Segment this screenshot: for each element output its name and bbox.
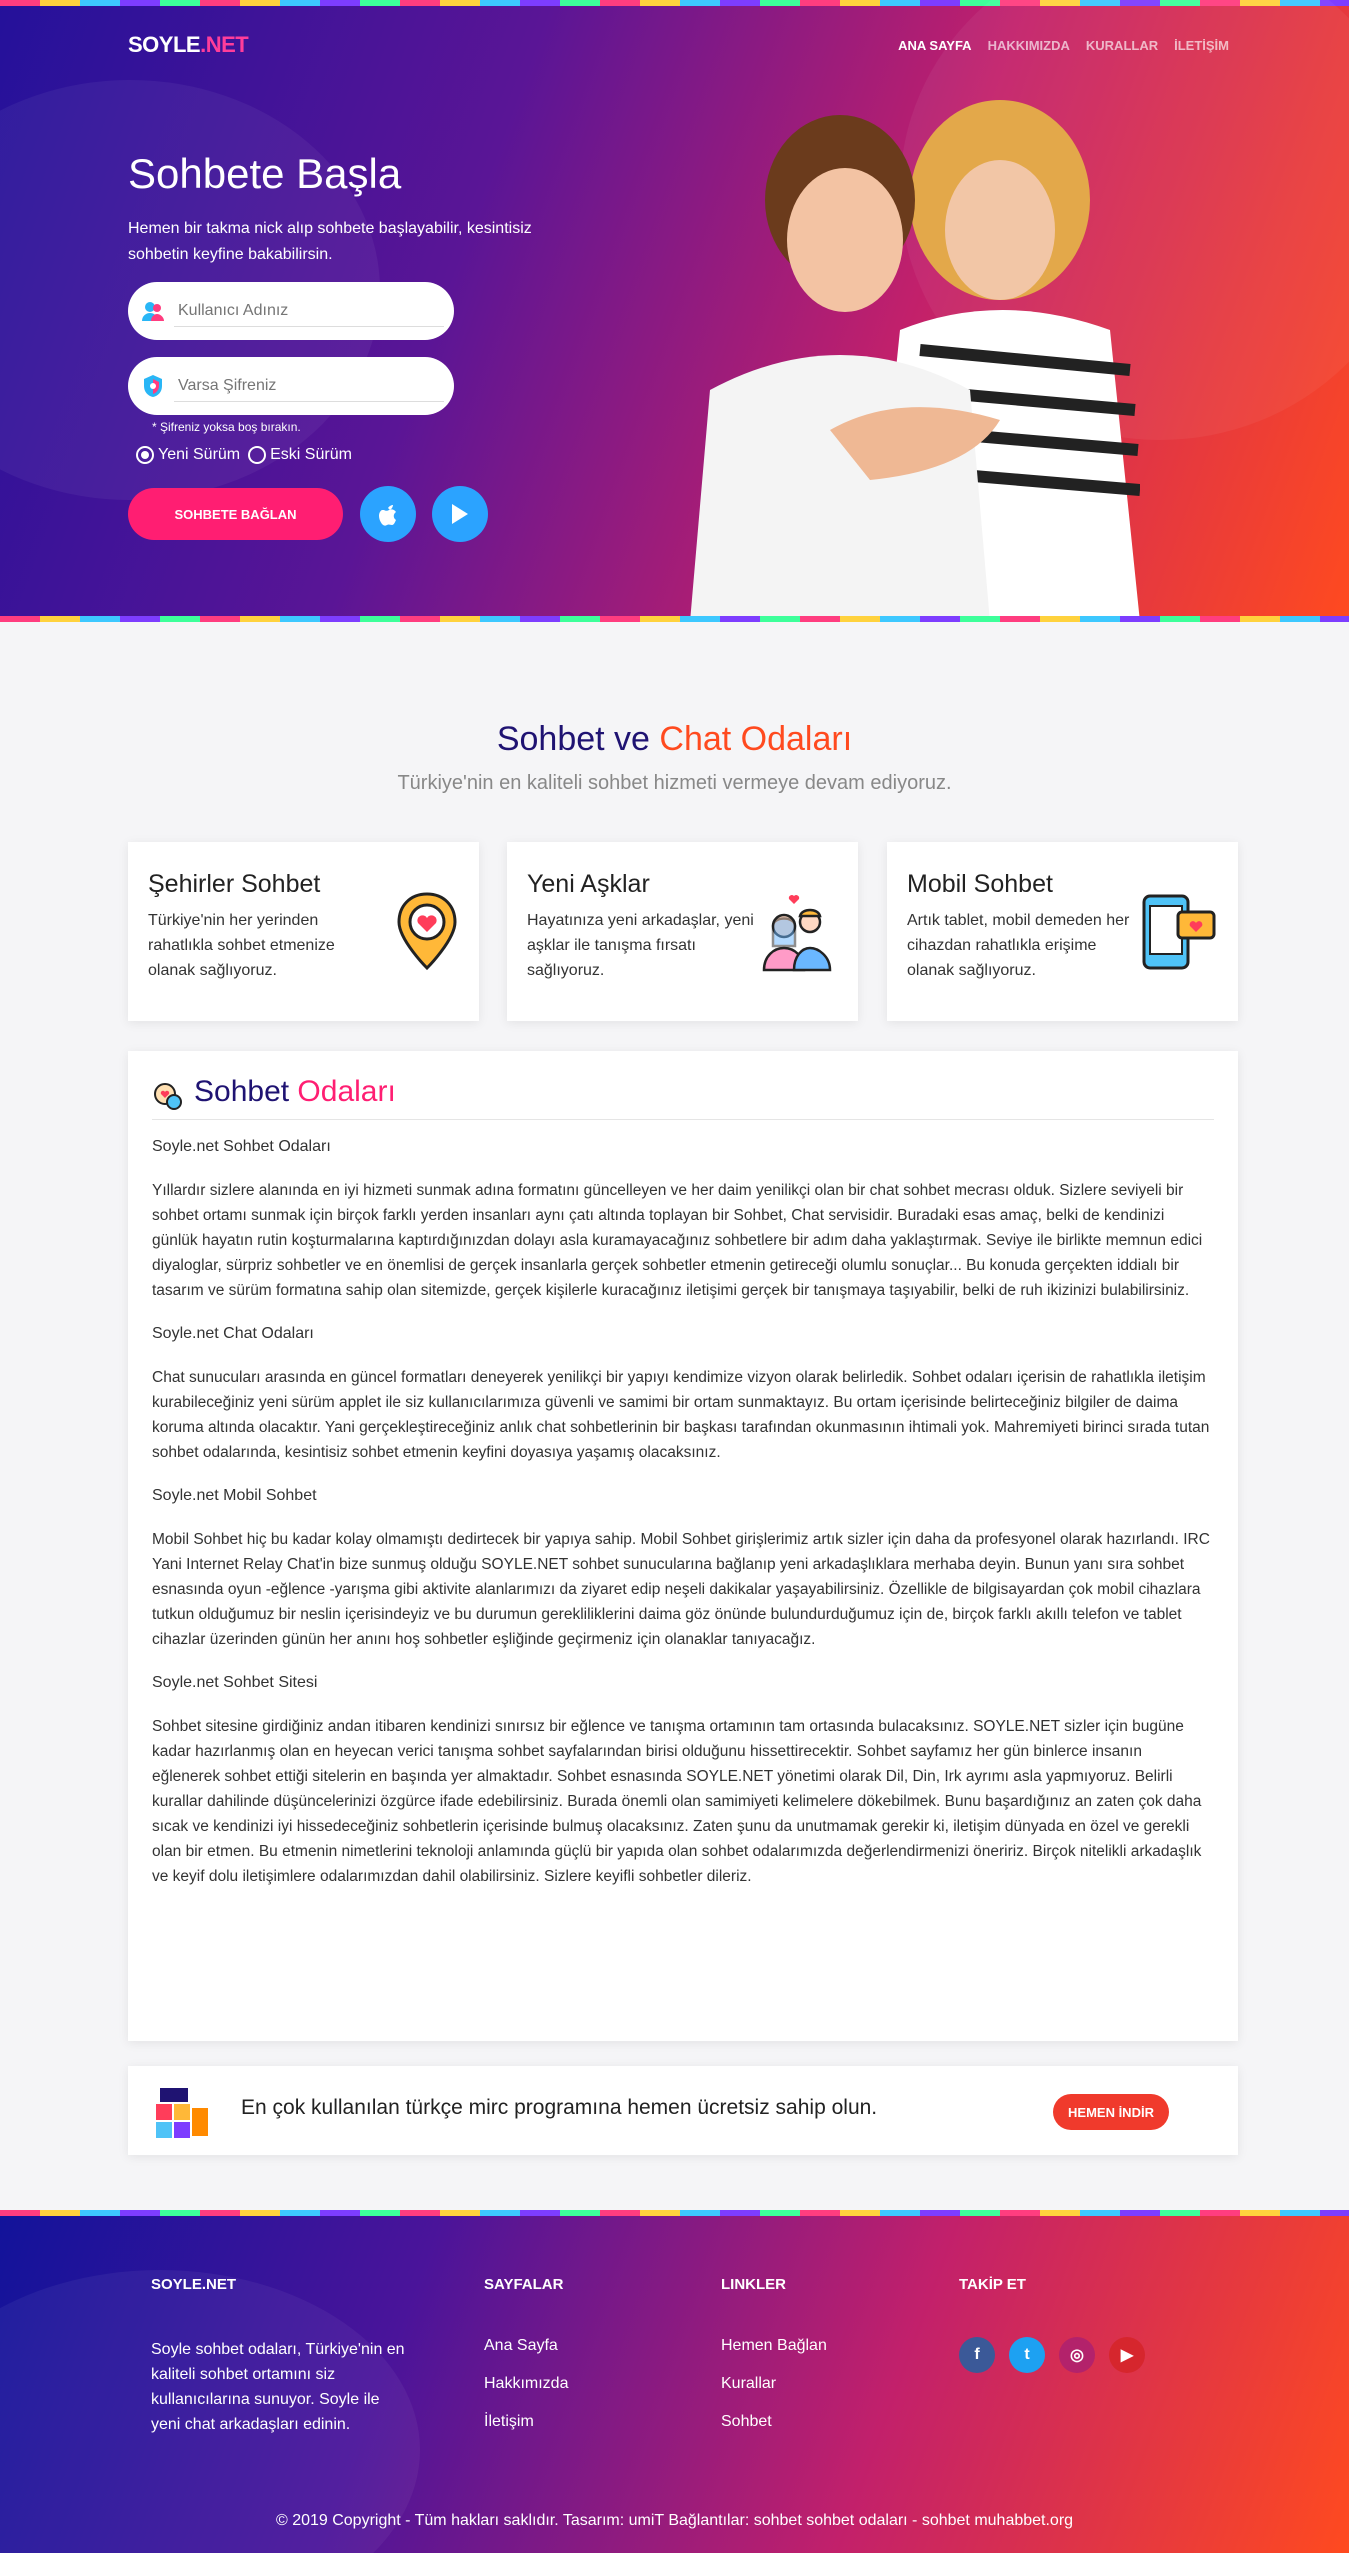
footer-link-chat[interactable]: Sohbet [721,2413,772,2430]
hero-bottom-stripe [0,616,1349,622]
article-subheading: Soyle.net Mobil Sohbet [152,1487,317,1504]
social-links [959,2337,1145,2373]
footer-pages-title: SAYFALAR [484,2276,564,2293]
hero-lead: Hemen bir takma nick alıp sohbete başlayabilir, kesintisiz sohbetin keyfine bakabilirsin. [128,220,532,263]
chat-bubbles-icon [152,1081,184,1113]
footer-about-title: SOYLE.NET [151,2276,237,2293]
article-paragraph: Yıllardır sizlere alanında en iyi hizmeti sunmak adına formatını güncelleyen ve her daim yenilikçi olan bir chat sohbet mecrası olduk. Sizlere seviyeli bir sohbet ortamı sunmak için birçok farklı yerden insanları aynı çatı altında toplayan bir Sohbet, Chat servisidir. Buradaki esas amaç, belki de kendinizi günlük hayatın rutin koşturmalarına kaptırdığınızdan dolayı asla kuramayacağınız sohbetlere bir adım daha yaklaştırmak. Seviye ile birlikte memnun edici diyaloglar, sürpriz sohbetler ve en önemlisi de gerçek insanlarla gerçek sohbetler etmenin getireceği olumlu sonuçlar... Bu konuda gerçekten iddialı bir tasarım ve sürüm formatına sahip olan sitemizde, gerçek kişilerle kuracağınız iletişimi gerçek bir tanışmaya taşıyabilir, belki de ruh ikizinizi bulabilirsiniz. [152,1182,1203,1299]
couple-photo [670,90,1140,622]
play-store-icon [449,502,471,526]
article-subheading: Soyle.net Chat Odaları [152,1325,314,1342]
article-paragraph: Mobil Sohbet hiç bu kadar kolay olmamıştı dedirtecek bir yapıya sahip. Mobil Sohbet girişlerimiz artık sizler için daha da profesyonel olarak hazırlandı. IRC Yani Internet Relay Chat'in bize sunmuş olduğu SOYLE.NET sohbet sunucularına bağlanıp yeni arkadaşlıklara merhaba deyin. Bunun yanı sıra sohbet esnasında oyun -eğlence -yarışma gibi aktivite alanlarımızı da ziyaret edip neşeli dakikalar yaşayabilirsiniz. Özellikle de bilgisayardan çok mobil cihazlara tutkun olduğumuz bir neslin içerisindeyiz ve bu durumun gerekliliklerini daima göz önünde bulundurduğumuz için de, birçok farklı akıllı telefon ve tablet cihazlar üzerinden günün her anını hoş sohbetler eşliğinde geçirmeniz için olanaklar tanıyacağız. [152,1531,1210,1648]
mirc-logo-icon [156,2084,210,2138]
feature-card [507,842,858,1021]
footer-stripe [0,2210,1349,2216]
instagram-icon[interactable]: ◎ [1059,2337,1095,2373]
password-note: * Şifreniz yoksa boş bırakın. [152,420,301,434]
footer-link-home[interactable]: Ana Sayfa [484,2337,558,2354]
footer-link-rules[interactable]: Kurallar [721,2375,777,2392]
footer-link-about[interactable]: Hakkımızda [484,2375,569,2392]
connect-button[interactable]: SOHBETE BAĞLAN [128,488,343,540]
facebook-icon[interactable]: f [959,2337,995,2373]
footer-follow-title: TAKİP ET [959,2276,1026,2293]
hero-title: Sohbete Başla [128,150,402,197]
top-nav [128,30,1229,60]
feature-card [128,842,479,1021]
footer-about-text: Soyle sohbet odaları, Türkiye'nin en kaliteli sohbet ortamını siz kullanıcılarına sunuyor. Soyle ile yeni chat arkadaşları edinin. [151,2341,405,2433]
password-input[interactable] [174,371,444,402]
mobile-chat-icon [1138,892,1218,972]
nav-item-contact[interactable]: İLETİŞİM [1174,37,1229,53]
site-footer [0,2210,1349,2553]
card-title: Şehirler Sohbet [148,870,321,898]
mirc-download-banner [128,2066,1238,2155]
google-play-button[interactable] [432,486,488,542]
article-title: Sohbet Odaları [152,1075,1214,1120]
couple-icon [758,892,838,972]
card-title: Mobil Sohbet [907,870,1053,898]
user-icon [140,298,166,324]
footer-links-title: LINKLER [721,2276,786,2293]
footer-link-contact[interactable]: İletişim [484,2413,534,2430]
nav-item-about[interactable]: HAKKIMIZDA [987,37,1070,53]
username-field [128,282,454,340]
mirc-text: En çok kullanılan türkçe mirc programına hemen ücretsiz sahip olun. [241,2096,878,2119]
radio-old-version[interactable]: Eski Sürüm [248,446,352,464]
article-subheading: Soyle.net Sohbet Odaları [152,1138,331,1155]
feature-card [887,842,1238,1021]
card-text: Hayatınıza yeni arkadaşlar, yeni aşklar ile tanışma fırsatı sağlıyoruz. [527,912,754,979]
nav-item-rules[interactable]: KURALLAR [1085,37,1159,53]
location-heart-icon [395,892,459,972]
section-title: Sohbet ve Chat Odaları [496,720,853,758]
article-paragraph: Chat sunucuları arasında en güncel formatları deneyerek yenilikçi bir yapıyı kendimize vizyon olarak belirledik. Sohbet odaları içerisin de rahatlıkla iletişim kurabileceğiniz yeni sürüm applet ile siz kullanıcılarımıza güvenli ve samimi bir ortam sunmaktayız. Bu ortam içerisinde belirteceğiniz bilgiler de daima koruma altında olacaktır. Yani gerçekleştireceğiniz anlık chat sohbetlerinin bir başkası tarafından okunmasının ihtimali yok. Mahremiyeti birinci sırada tutan sohbet odalarında, kesintisiz sohbet etmenin keyfini doyasıya yaşamış olacaksınız. [152,1369,1210,1461]
card-text: Artık tablet, mobil demeden her cihazdan rahatlıkla erişime olanak sağlıyoruz. [907,912,1130,979]
site-logo[interactable]: SOYLE.NET [128,32,249,57]
youtube-icon[interactable]: ▶ [1109,2337,1145,2373]
footer-pages [484,2276,568,2451]
footer-links [721,2276,827,2451]
version-selector [136,446,352,464]
article-subheading: Soyle.net Sohbet Sitesi [152,1674,318,1691]
twitter-icon[interactable]: t [1009,2337,1045,2373]
hero-section [0,0,1349,622]
username-input[interactable] [174,296,444,327]
nav-item-home[interactable]: ANA SAYFA [898,37,972,53]
copyright-text: © 2019 Copyright - Tüm hakları saklıdır. Tasarım: umiT Bağlantılar: sohbet sohbet odaları - sohbet muhabbet.org [275,2512,1074,2529]
article-paragraph: Sohbet sitesine girdiğiniz andan itibaren kendinizi sınırsız bir eğlence ve tanışma ortamının tam ortasında bulacaksınız. SOYLE.NET sizler için bugüne kadar hazırlanmış olan en heyecan verici tanışma sohbet sayfalarından birisi olduğunu hissettirecektir. Sohbet sayfamız her gün binlerce insanın eğlenerek sohbet ettiği sitelerin en başında yer almaktadır. Sohbet esnasında SOYLE.NET yönetimi olarak Dil, Din, Irk ayrımı asla yapmıyoruz. Belirli kurallar dahilinde düşüncelerinizi özgürce ifade edebilirsiniz. Burada önemli olan samimiyeti kelimelere dökebilmek. Bunu başardığınız an zaten çok daha sıcak ve kendinizi iyi hissedeceğiniz sohbetlerin içerisinde bulmuş olacaksınız. Zaten şunu da unutmamak gerekir ki, iletişim dünyada en özel ve gerekli olan bir etmen. Bu etmenin nimetlerini teknoloji anlamında güçlü bir yapıda olan sohbet odalarımızda değerlendirmenizi öneririz. Birçok nitelikli arkadaşlık ve keyif dolu iletişimlere odalarımızdan dahil olabilirsiniz. Sizlere keyifli sohbetler dileriz. [152,1718,1202,1885]
download-button[interactable]: HEMEN İNDİR [1053,2094,1169,2130]
footer-link-connect[interactable]: Hemen Bağlan [721,2337,827,2354]
apple-store-button[interactable] [360,486,416,542]
shield-icon [140,373,166,399]
card-text: Türkiye'nin her yerinden rahatlıkla sohbet etmenize olanak sağlıyoruz. [148,912,335,979]
main-menu [898,38,1229,53]
footer-about [151,2276,411,2437]
article-panel [128,1051,1238,2041]
apple-icon [376,501,400,527]
radio-new-version[interactable]: Yeni Sürüm [136,446,240,464]
password-field [128,357,454,415]
section-subtitle: Türkiye'nin en kaliteli sohbet hizmeti vermeye devam ediyoruz. [397,772,952,794]
card-title: Yeni Aşklar [527,870,650,898]
footer-follow [959,2276,1145,2373]
